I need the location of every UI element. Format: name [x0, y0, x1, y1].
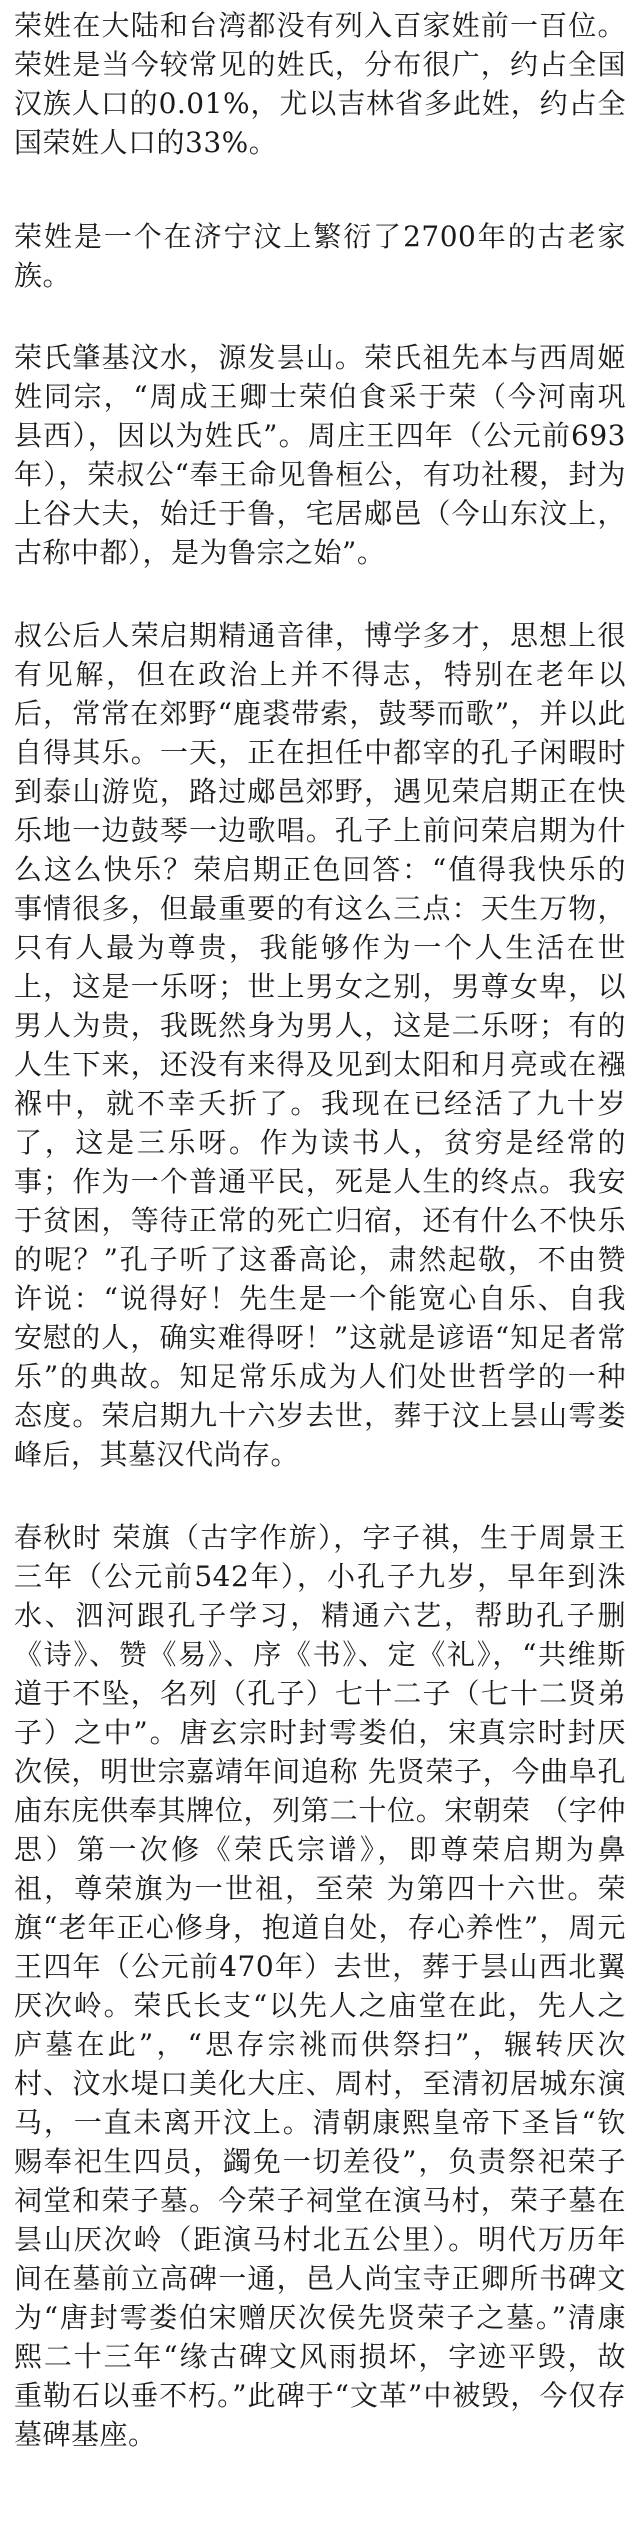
paragraph-rong-qi: 春秋时 荣旗（古字作旂），字子祺，生于周景王三年（公元前542年），小孔子九岁，早年到洙水、泗河跟孔子学习，精通六艺，帮助孔子删《诗》、赞《易》、序《书》、定《礼》，“共维斯道于不坠，名列（孔子）七十二子（七十二贤弟子）之中”。唐玄宗时封雩娄伯，宋真宗时封厌次侯，明世宗嘉靖年间追称 先贤荣子，今曲阜孔庙东庑供奉其牌位，列第二十位。宋朝荣 （字仲思）第一次修《荣氏宗谱》，即尊荣启期为鼻祖，尊荣旗为一世祖，至荣 为第四十六世。荣旗“老年正心修身，抱道自处，存心养性”，周元王四年（公元前470年）去世，葬于昙山西北翼厌次岭。荣氏长支“以先人之庙堂在此，先人之庐墓在此”，“思存宗祧而供祭扫”，辗转厌次村、汶水堤口美化大庄、周村，至清初居城东演马，一直未离开汶上。清朝康熙皇帝下圣旨“钦赐奉祀生四员，蠲免一切差役”，负责祭祀荣子祠堂和荣子墓。今荣子祠堂在演马村，荣子墓在昙山厌次岭（距演马村北五公里）。明代万历年间在墓前立高碑一通，邑人尚宝寺正卿所书碑文为“唐封雩娄伯宋赠厌次侯先贤荣子之墓。”清康熙二十三年“缘古碑文风雨损坏，字迹平毁，故重勒石以垂不朽。”此碑于“文革”中被毁，今仅存墓碑基座。	[14, 1521, 626, 2451]
paragraph-family-history: 荣姓是一个在济宁汶上繁衍了2700年的古老家族。	[14, 220, 626, 292]
paragraph-rong-qiqi: 叔公后人荣启期精通音律，博学多才，思想上很有见解，但在政治上并不得志，特别在老年以后，常常在郊野“鹿裘带索，鼓琴而歌”，并以此自得其乐。一天，正在担任中都宰的孔子闲暇时到泰山游览，路过郕邑郊野，遇见荣启期正在快乐地一边鼓琴一边歌唱。孔子上前问荣启期为什么这么快乐？荣启期正色回答：“值得我快乐的事情很多，但最重要的有这么三点：天生万物，只有人最为尊贵，我能够作为一个人生活在世上，这是一乐呀；世上男女之别，男尊女卑，以男人为贵，我既然身为男人，这是二乐呀；有的人生下来，还没有来得及见到太阳和月亮或在襁褓中，就不幸夭折了。我现在已经活了九十岁了，这是三乐呀。作为读书人，贫穷是经常的事；作为一个普通平民，死是人生的终点。我安于贫困，等待正常的死亡归宿，还有什么不快乐的呢？”孔子听了这番高论，肃然起敬，不由赞许说：“说得好！先生是一个能宽心自乐、自我安慰的人，确实难得呀！”这就是谚语“知足者常乐”的典故。知足常乐成为人们处世哲学的一种态度。荣启期九十六岁去世，葬于汶上昙山雩娄峰后，其墓汉代尚存。	[14, 619, 626, 1471]
paragraph-intro: 荣姓在大陆和台湾都没有列入百家姓前一百位。荣姓是当今较常见的姓氏，分布很广，约占全国汉族人口的0.01%，尤以吉林省多此姓，约占全国荣姓人口的33%。	[14, 9, 626, 159]
paragraph-origin: 荣氏肇基汶水，源发昙山。荣氏祖先本与西周姬姓同宗，“周成王卿士荣伯食采于荣（今河南巩县西），因以为姓氏”。周庄王四年（公元前693年），荣叔公“奉王命见鲁桓公，有功社稷，封为上谷大夫，始迁于鲁，宅居郕邑（今山东汶上，古称中都），是为鲁宗之始”。	[14, 341, 626, 569]
